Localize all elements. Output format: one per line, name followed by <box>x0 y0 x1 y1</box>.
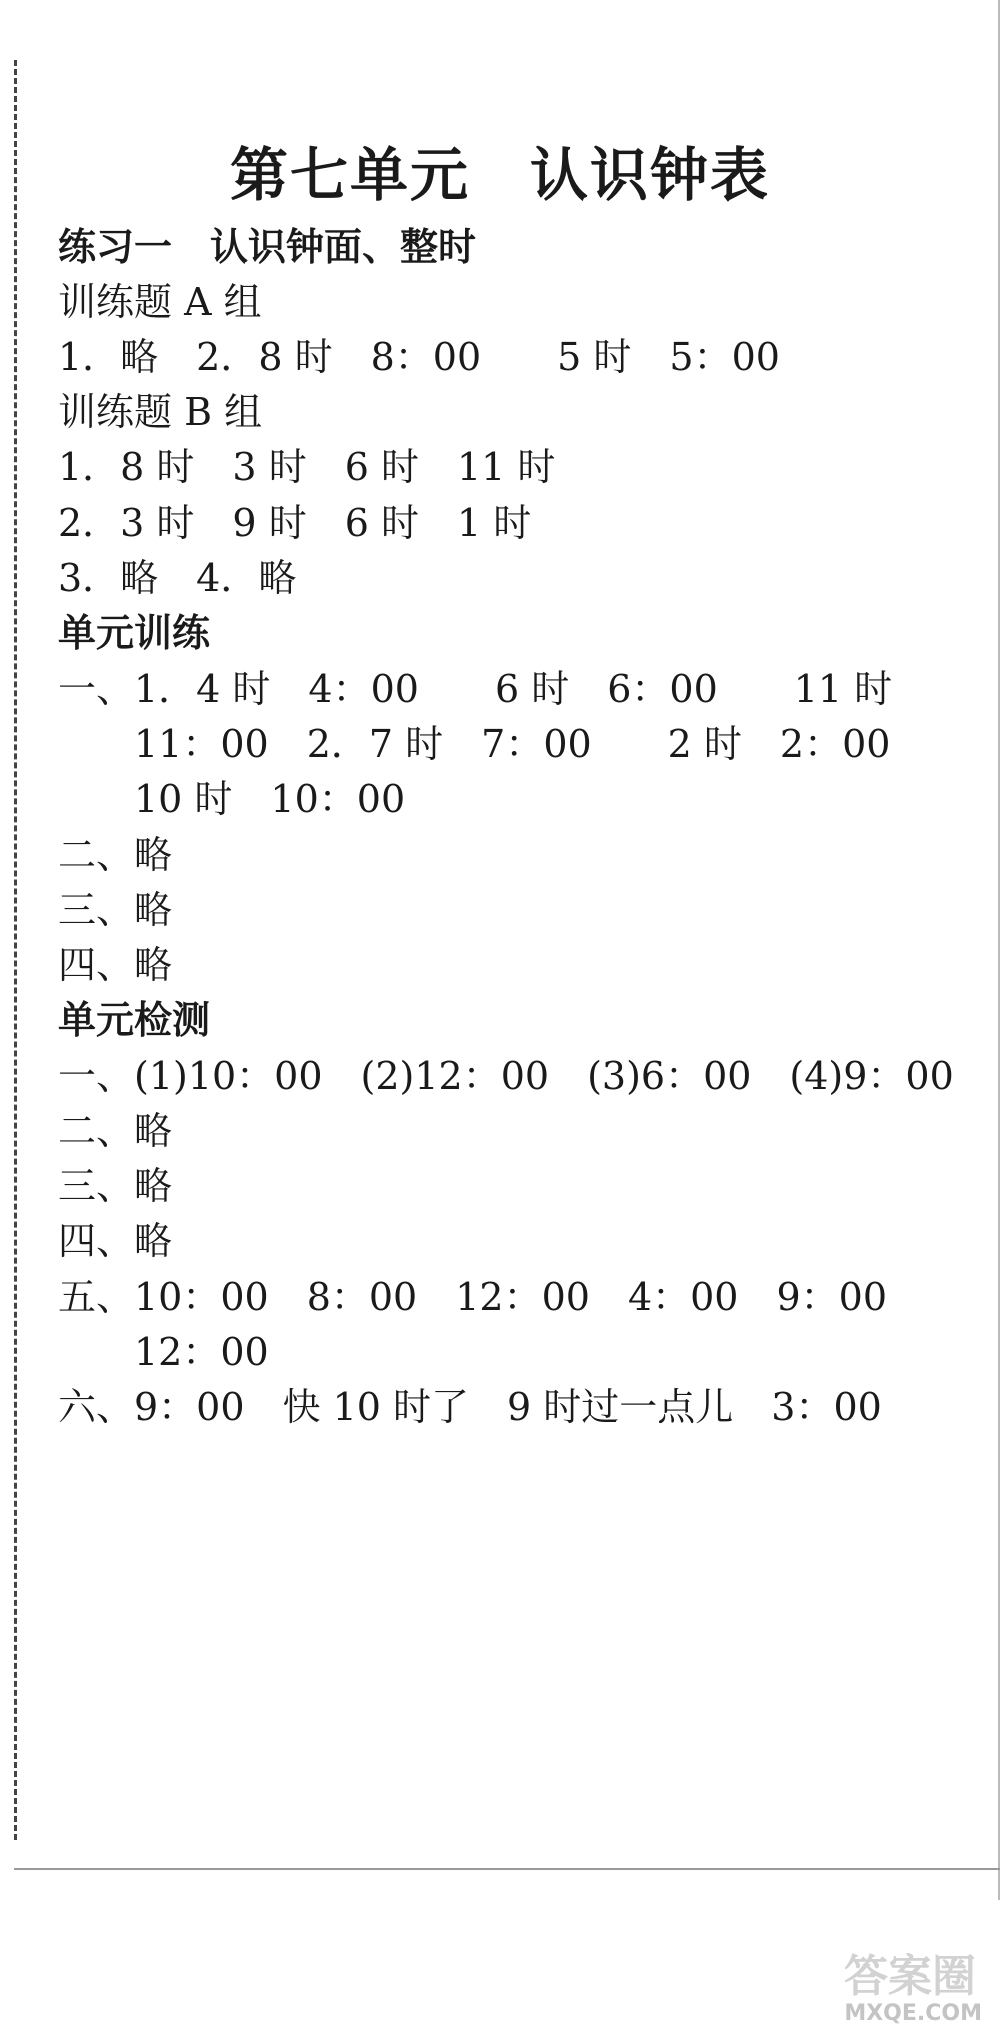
watermark-site-text: MXQE.COM <box>844 2001 982 2026</box>
watermark-logo <box>806 1940 986 2026</box>
answer-line-continued: 10 时 10：00 <box>134 777 406 821</box>
page-title <box>0 128 1000 212</box>
section-heading-unit-training: 单元训练 <box>58 610 211 655</box>
bottom-divider <box>14 1868 1000 1870</box>
answer-line: 三、略 <box>58 888 173 932</box>
answer-line: 一、(1)10：00 (2)12：00 (3)6：00 (4)9：00 <box>58 1054 954 1098</box>
answer-line: 1．8 时 3 时 6 时 11 时 <box>58 445 556 489</box>
answer-line-continued: 11：00 2．7 时 7：00 2 时 2：00 <box>134 722 891 766</box>
title-unit: 第七单元 <box>229 141 470 209</box>
answer-line: 三、略 <box>58 1164 173 1208</box>
answer-line: 五、10：00 8：00 12：00 4：00 9：00 <box>58 1275 888 1319</box>
answer-line: 3．略 4．略 <box>58 556 297 600</box>
section-heading-unit-test: 单元检测 <box>58 997 211 1042</box>
watermark-logo-text: 答案圈 <box>844 1951 976 2002</box>
answer-line: 二、略 <box>58 833 173 877</box>
binding-dashed-line <box>14 60 17 1840</box>
subheading-group-a: 训练题 A 组 <box>58 280 262 324</box>
section-heading-practice-1: 练习一 认识钟面、整时 <box>58 224 477 269</box>
answer-line: 1．略 2．8 时 8：00 5 时 5：00 <box>58 335 780 379</box>
answer-line: 四、略 <box>58 943 173 987</box>
answer-line: 二、略 <box>58 1109 173 1153</box>
answer-line-continued: 12：00 <box>134 1330 269 1374</box>
answer-line: 四、略 <box>58 1219 173 1263</box>
title-topic: 认识钟表 <box>530 141 771 209</box>
answer-line: 六、9：00 快 10 时了 9 时过一点儿 3：00 <box>58 1385 882 1429</box>
answer-line: 一、1．4 时 4：00 6 时 6：00 11 时 <box>58 667 893 711</box>
subheading-group-b: 训练题 B 组 <box>58 390 263 434</box>
answer-line: 2．3 时 9 时 6 时 1 时 <box>58 501 532 545</box>
